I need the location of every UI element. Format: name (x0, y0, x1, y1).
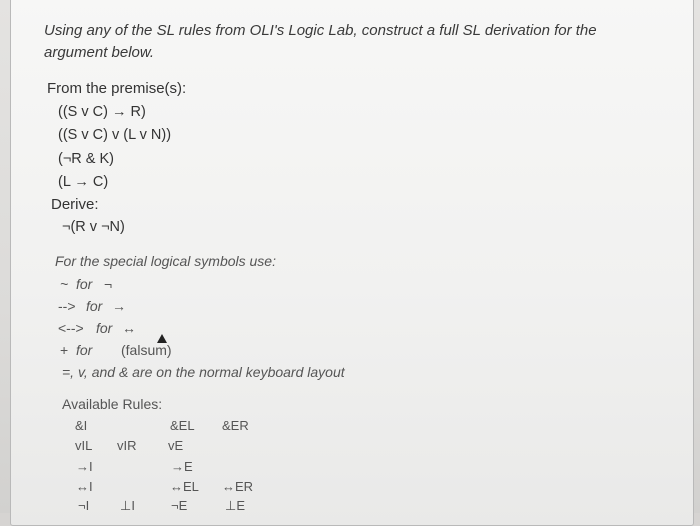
symbol-key-arrow: --> (58, 298, 76, 314)
rule-negation-elim: ¬E (171, 498, 188, 513)
rule-biconditional-elim-left: ↔EL (170, 479, 199, 494)
premise-3: (¬R & K) (58, 151, 114, 167)
symbol-for: for (76, 342, 93, 358)
question-text-line-2: argument below. (44, 44, 155, 61)
conclusion: ¬(R v ¬N) (62, 219, 125, 235)
premise-2: ((S v C) v (L v N)) (58, 127, 172, 143)
rule-and-intro: &I (75, 418, 88, 433)
rule-conditional-intro: →I (76, 459, 93, 474)
symbol-for: for (76, 276, 93, 292)
symbol-for: for (96, 320, 113, 336)
symbol-key-plus: + (60, 342, 69, 358)
symbols-heading: For the special logical symbols use: (55, 253, 276, 269)
mouse-cursor-icon (157, 334, 167, 343)
negation-symbol: ¬ (104, 276, 113, 292)
keyboard-note: =, v, and & are on the normal keyboard layout (62, 364, 345, 380)
biconditional-symbol: ↔ (122, 320, 136, 336)
derive-heading: Derive: (51, 196, 99, 213)
symbol-key-tilde: ~ (60, 276, 69, 292)
question-text-line-1: Using any of the SL rules from OLI's Logic Lab, construct a full SL derivation for the (44, 22, 597, 39)
premise-4: (L → C) (58, 174, 109, 190)
rule-conditional-elim: →E (171, 459, 193, 474)
rule-or-intro-right: vIR (117, 438, 137, 453)
falsum-label: (falsum) (121, 342, 172, 358)
conditional-symbol: → (112, 298, 126, 314)
rule-and-elim-right: &ER (222, 418, 249, 433)
premises-heading: From the premise(s): (47, 80, 187, 97)
rule-falsum-intro: ⊥I (120, 498, 135, 513)
symbol-key-double-arrow: <--> (58, 320, 84, 336)
symbol-for: for (86, 298, 103, 314)
rule-biconditional-elim-right: ↔ER (222, 479, 254, 494)
rule-falsum-elim: ⊥E (225, 498, 245, 513)
rule-negation-intro: ¬I (78, 498, 90, 513)
rules-heading: Available Rules: (62, 396, 163, 412)
rule-or-intro-left: vIL (75, 438, 93, 453)
rule-or-elim: vE (168, 438, 184, 453)
rule-and-elim-left: &EL (170, 418, 195, 433)
rule-biconditional-intro: ↔I (76, 479, 93, 494)
premise-1: ((S v C) → R) (58, 104, 146, 120)
